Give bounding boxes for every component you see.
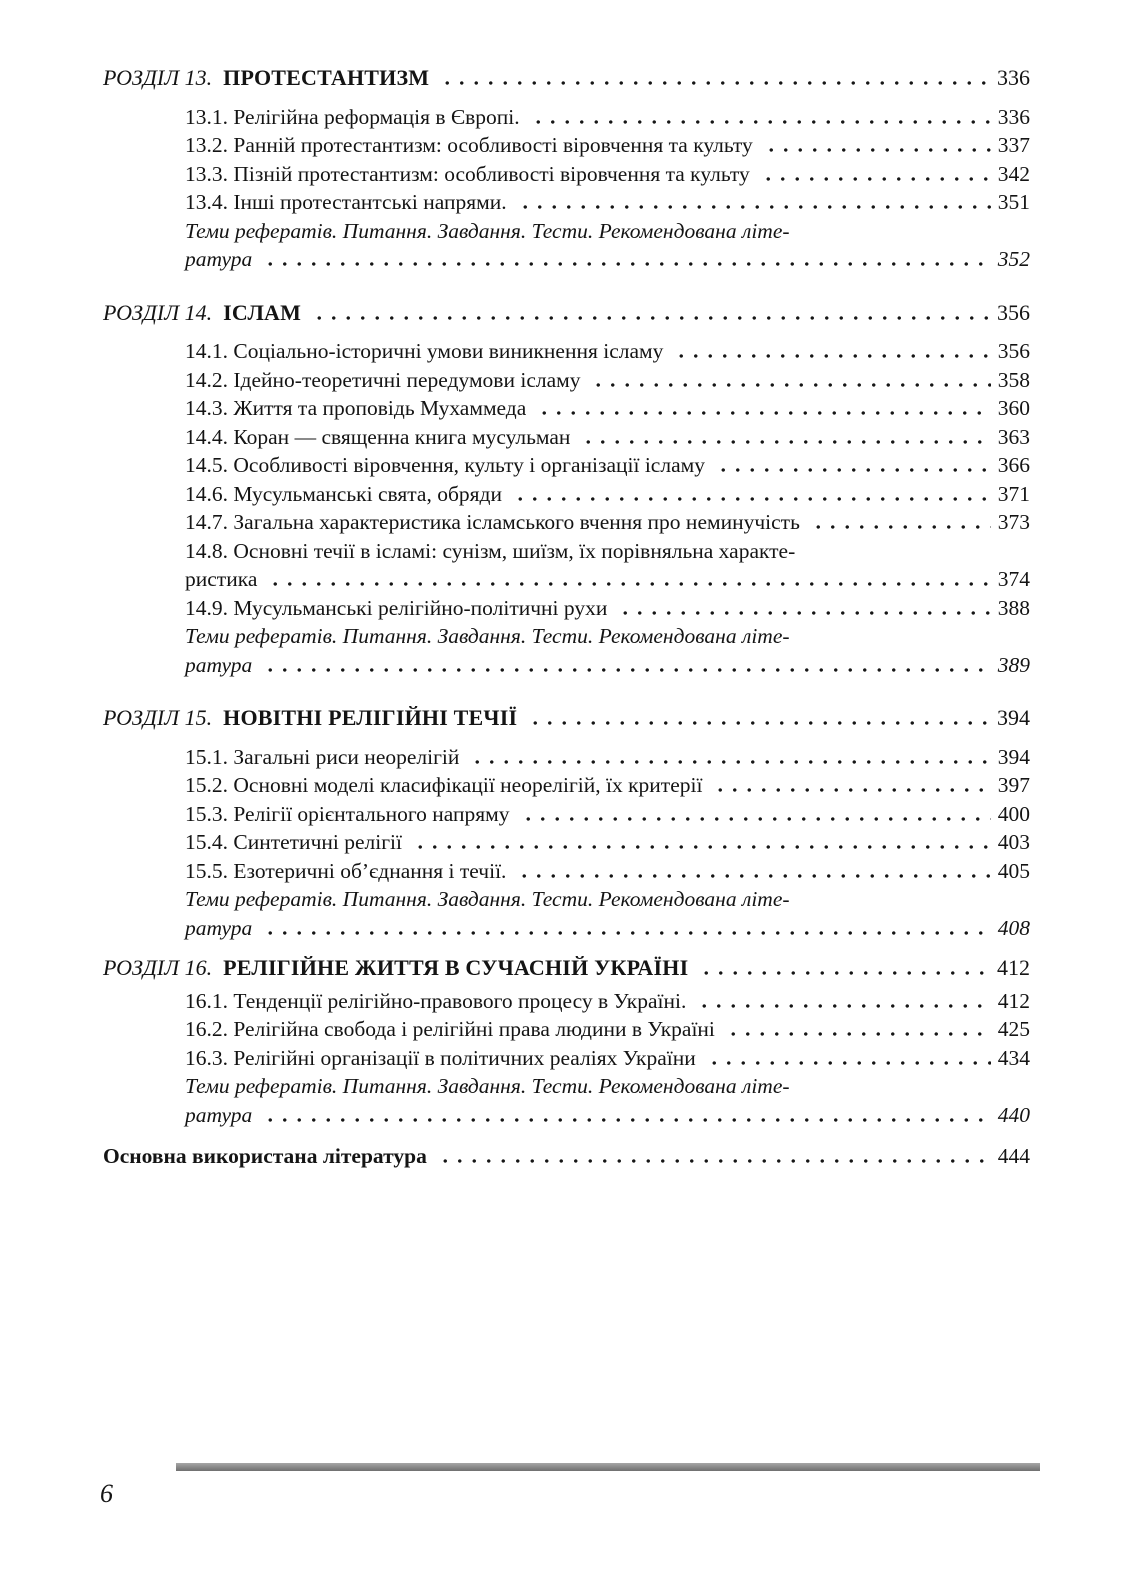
toc-entry-page: 352 [997,247,1030,271]
toc-item [185,480,1030,509]
toc-entry-page: 394 [997,744,1030,769]
toc-chapter-heading [103,954,1030,983]
toc-item-text: 14.4. Коран — священна книга мусульман [185,424,571,449]
dot-leader [535,411,990,415]
toc-entry-page: 444 [997,1144,1030,1168]
dot-leader [616,611,990,615]
toc-entry-page: 356 [997,339,1030,363]
toc-item [185,885,1030,914]
toc-item [185,1015,1030,1044]
footer-divider-bar [176,1463,1040,1471]
toc-item-text: 16.3. Релігійні організації в політичних реаліях України [185,1045,696,1070]
dot-leader [705,1061,991,1065]
toc-item-text: 14.3. Життя та проповідь Мухаммеда [185,396,527,420]
toc-entry-page: 358 [997,367,1030,392]
toc-item-text: 13.1. Релігійна реформація в Європі. [185,104,520,129]
toc-chapter-heading [103,704,1030,733]
dot-leader [526,721,990,725]
toc-entry-page: 400 [997,801,1030,826]
toc-item [185,394,1030,423]
toc-content [103,64,1030,1171]
toc-chapter-heading [103,299,1030,328]
toc-item [185,1044,1030,1073]
dot-leader [310,316,990,320]
toc-item-text: Теми рефератів. Питання. Завдання. Тести. Рекомендована літе- [185,624,790,648]
toc-item-text: 15.2. Основні моделі класифікації неорелігій, їх критерії [185,773,703,797]
toc-item [185,451,1030,480]
toc-item-text: 13.4. Інші протестантські напрями. [185,190,507,214]
dot-leader [724,1032,991,1036]
chapter-label: РОЗДІЛ 13. [103,65,213,90]
toc-item-text: Теми рефератів. Питання. Завдання. Тести. Рекомендована літе- [185,1074,790,1098]
toc-item-continuation [185,651,1030,680]
dot-leader [516,205,991,209]
toc-item-continuation [185,1101,1030,1130]
toc-items [103,103,1030,274]
toc-item-text: 15.1. Загальні риси неорелігій [185,744,460,769]
dot-leader [261,1118,990,1122]
toc-entry-title: Основна використана література [103,1144,427,1168]
dot-leader [529,120,991,124]
toc-item [185,743,1030,772]
toc-item-text: 14.8. Основні течії в ісламі: сунізм, шиїзм, їх порівняльна характе- [185,538,796,563]
dot-leader [266,582,990,586]
toc-item [185,337,1030,366]
toc-entry-page: 360 [997,396,1030,420]
toc-section [103,299,1030,680]
toc-entry-page: 440 [997,1102,1030,1127]
toc-item-text: ратура [185,915,253,940]
toc-items [103,743,1030,943]
chapter-title: НОВІТНІ РЕЛІГІЙНІ ТЕЧІЇ [223,705,518,730]
toc-chapter-heading [103,64,1030,93]
dot-leader [762,148,991,152]
toc-entry-page: 388 [997,595,1030,620]
toc-entry-page: 363 [997,424,1030,449]
toc-item-continuation [185,245,1030,274]
toc-item-text: 14.1. Соціально-історичні умови виникнення ісламу [185,339,664,363]
toc-entry-page: 408 [997,915,1030,940]
toc-closing-entry [103,1142,1030,1171]
dot-leader [436,1159,991,1163]
dot-leader [579,440,990,444]
dot-leader [511,497,991,501]
toc-item-text: 16.2. Релігійна свобода і релігійні права людини в Україні [185,1017,715,1041]
toc-item-text: ратура [185,1102,253,1127]
toc-item-text: 14.9. Мусульманські релігійно-політичні рухи [185,595,608,620]
toc-entry-page: 374 [997,567,1030,591]
toc-item-text: 13.3. Пізній протестантизм: особливості віровчення та культу [185,161,750,186]
toc-section [103,954,1030,1129]
toc-item [185,366,1030,395]
toc-item-text: 14.5. Особливості віровчення, культу і організації ісламу [185,453,705,477]
toc-item-text: Теми рефератів. Питання. Завдання. Тести. Рекомендована літе- [185,218,790,243]
toc-entry-page: 351 [997,190,1030,214]
dot-leader [468,760,990,764]
toc-entry-page: 336 [997,104,1030,129]
dot-leader [515,874,990,878]
toc-entry-page: 412 [997,955,1030,980]
page-number: 6 [100,1479,113,1508]
toc-section [103,64,1030,274]
toc-entry-page: 336 [997,65,1030,90]
dot-leader [261,668,990,672]
toc-items [103,337,1030,679]
toc-item [185,857,1030,886]
toc-item-continuation [185,914,1030,943]
toc-item-text: 16.1. Тенденції релігійно-правового процесу в Україні. [185,988,687,1013]
toc-entry-page: 371 [997,481,1030,506]
toc-entry-page: 337 [997,133,1030,157]
dot-leader [759,177,991,181]
dot-leader [809,525,991,529]
dot-leader [672,354,990,358]
toc-entry-page: 425 [997,1017,1030,1041]
toc-item [185,800,1030,829]
toc-item [185,622,1030,651]
toc-entry-page: 366 [997,453,1030,477]
chapter-label: РОЗДІЛ 16. [103,955,213,980]
toc-entry-page: 434 [997,1045,1030,1070]
toc-item-text: Теми рефератів. Питання. Завдання. Тести. Рекомендована літе- [185,887,790,911]
toc-item-text: 15.4. Синтетичні релігії [185,830,402,854]
dot-leader [411,845,991,849]
toc-entry-page: 342 [997,161,1030,186]
toc-item [185,828,1030,857]
toc-entry-page: 394 [997,705,1030,730]
toc-item-text: 14.6. Мусульманські свята, обряди [185,481,502,506]
toc-entry-page: 403 [997,830,1030,854]
toc-entry-page: 389 [997,652,1030,677]
toc-item [185,1072,1030,1101]
toc-item [185,103,1030,132]
chapter-title: ПРОТЕСТАНТИЗМ [223,65,430,90]
toc-entry-page: 356 [997,299,1030,325]
toc-item [185,423,1030,452]
dot-leader [519,817,991,821]
toc-entry-page: 397 [997,773,1030,797]
toc-item-text: ристика [185,567,258,591]
toc-item-text: 14.2. Ідейно-теоретичні передумови ісламу [185,367,581,392]
dot-leader [695,1004,990,1008]
dot-leader [714,468,991,472]
toc-item [185,131,1030,160]
chapter-label: РОЗДІЛ 14. [103,299,213,325]
toc-item [185,508,1030,537]
toc-item [185,594,1030,623]
toc-item-text: 15.3. Релігії орієнтального напряму [185,801,510,826]
toc-item [185,771,1030,800]
toc-item [185,160,1030,189]
toc-items [103,987,1030,1130]
dot-leader [261,262,990,266]
toc-item-text: 14.7. Загальна характеристика ісламського вчення про неминучість [185,510,800,534]
toc-entry-page: 373 [997,510,1030,534]
chapter-title: ІСЛАМ [223,299,302,325]
toc-item [185,217,1030,246]
toc-item [185,188,1030,217]
toc-entry-page: 412 [997,988,1030,1013]
toc-item-text: 15.5. Езотеричні об’єднання і течії. [185,858,507,883]
toc-entry-page: 405 [997,858,1030,883]
dot-leader [711,788,990,792]
chapter-label: РОЗДІЛ 15. [103,705,213,730]
dot-leader [261,931,990,935]
table-of-contents [103,64,1030,1129]
toc-item-continuation [185,565,1030,594]
chapter-title: РЕЛІГІЙНЕ ЖИТТЯ В СУЧАСНІЙ УКРАЇНІ [223,955,689,980]
toc-item-text: ратура [185,247,253,271]
toc-section [103,704,1030,942]
dot-leader [438,81,990,85]
toc-item [185,537,1030,566]
dot-leader [697,971,990,975]
toc-item-text: ратура [185,652,253,677]
toc-item-text: 13.2. Ранній протестантизм: особливості віровчення та культу [185,133,753,157]
dot-leader [589,383,990,387]
toc-item [185,987,1030,1016]
